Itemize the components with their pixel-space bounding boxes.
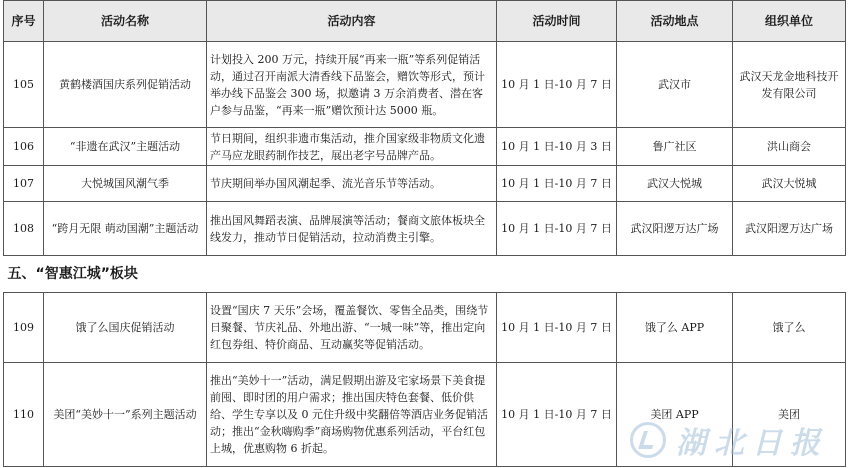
row-content: 推出“美妙十一”活动，满足假期出游及宅家场景下美食提前囤、即时团的用户需求；推出国庆特色套餐、低价供给、学生专享以及 0 元住升级中奖翻倍等酒店业务促销活动；推出“金秋嗨购季”商场购物优惠系列活动，平台红包上城，优惠购物 6 折起。: [207, 363, 497, 467]
table-header-row: [4, 1, 846, 42]
row-place: 武汉阳逻万达广场: [617, 202, 733, 256]
row-no: 105: [4, 42, 44, 128]
watermark-text: 湖北日报: [676, 426, 828, 461]
row-name: 美团“美妙十一”系列主题活动: [44, 363, 207, 467]
row-org: 洪山商会: [733, 128, 846, 166]
activity-table: [3, 0, 846, 467]
row-content: 节日期间，组织非遗市集活动，推介国家级非物质文化遗产马应龙眼药制作技艺，展出老字号品牌产品。: [207, 128, 497, 166]
row-place: 饿了么 APP: [617, 293, 733, 363]
row-time: 10 月 1 日-10 月 7 日: [497, 166, 617, 202]
row-content: 节庆期间举办国风潮起季、流光音乐节等活动。: [207, 166, 497, 202]
row-name: “非遗在武汉”主题活动: [44, 128, 207, 166]
table-row: [4, 128, 846, 166]
row-name: 黄鹤楼酒国庆系列促销活动: [44, 42, 207, 128]
header-name: 活动名称: [44, 1, 207, 42]
section-title: 五、“智惠江城”板块: [4, 256, 846, 293]
row-no: 109: [4, 293, 44, 363]
section-heading-row: [4, 256, 846, 293]
table-row: [4, 166, 846, 202]
header-content: 活动内容: [207, 1, 497, 42]
row-content: 计划投入 200 万元，持续开展“再来一瓶”等系列促销活动，通过召开南派大清香线下品鉴会，赠饮等形式，预计举办线下品鉴会 300 场，拟邀请 3 万余消费者、潜在客户参与品鉴，“再来一瓶”赠饮预计达 5000 瓶。: [207, 42, 497, 128]
table-row: [4, 363, 846, 467]
row-place: 武汉市: [617, 42, 733, 128]
row-place: 鲁广社区: [617, 128, 733, 166]
row-place: 美团 APP: [617, 363, 733, 467]
row-org: 美团: [733, 363, 846, 467]
row-no: 110: [4, 363, 44, 467]
table-row: [4, 202, 846, 256]
header-time: 活动时间: [497, 1, 617, 42]
row-time: 10 月 1 日-10 月 3 日: [497, 128, 617, 166]
row-place: 武汉大悦城: [617, 166, 733, 202]
row-time: 10 月 1 日-10 月 7 日: [497, 293, 617, 363]
header-no: 序号: [4, 1, 44, 42]
row-no: 106: [4, 128, 44, 166]
row-content: 推出国风舞蹈表演、品牌展演等活动；餐商文旅体板块全线发力，推动节日促销活动，拉动消费主引擎。: [207, 202, 497, 256]
row-org: 饿了么: [733, 293, 846, 363]
table-row: [4, 42, 846, 128]
row-org: 武汉阳逻万达广场: [733, 202, 846, 256]
row-time: 10 月 1 日-10 月 7 日: [497, 42, 617, 128]
row-org: 武汉大悦城: [733, 166, 846, 202]
row-no: 107: [4, 166, 44, 202]
row-content: 设置“国庆 7 天乐”会场，覆盖餐饮、零售全品类，围绕节日聚餐、节庆礼品、外地出游、“一城一味”等，推出定向红包券组、特价商品、互动赢奖等促销活动。: [207, 293, 497, 363]
row-org: 武汉天龙金地科技开发有限公司: [733, 42, 846, 128]
row-time: 10 月 1 日-10 月 7 日: [497, 363, 617, 467]
row-name: “跨月无限 萌动国潮”主题活动: [44, 202, 207, 256]
row-name: 大悦城国风潮气季: [44, 166, 207, 202]
header-org: 组织单位: [733, 1, 846, 42]
row-name: 饿了么国庆促销活动: [44, 293, 207, 363]
row-time: 10 月 1 日-10 月 7 日: [497, 202, 617, 256]
row-no: 108: [4, 202, 44, 256]
header-place: 活动地点: [617, 1, 733, 42]
table-row: [4, 293, 846, 363]
